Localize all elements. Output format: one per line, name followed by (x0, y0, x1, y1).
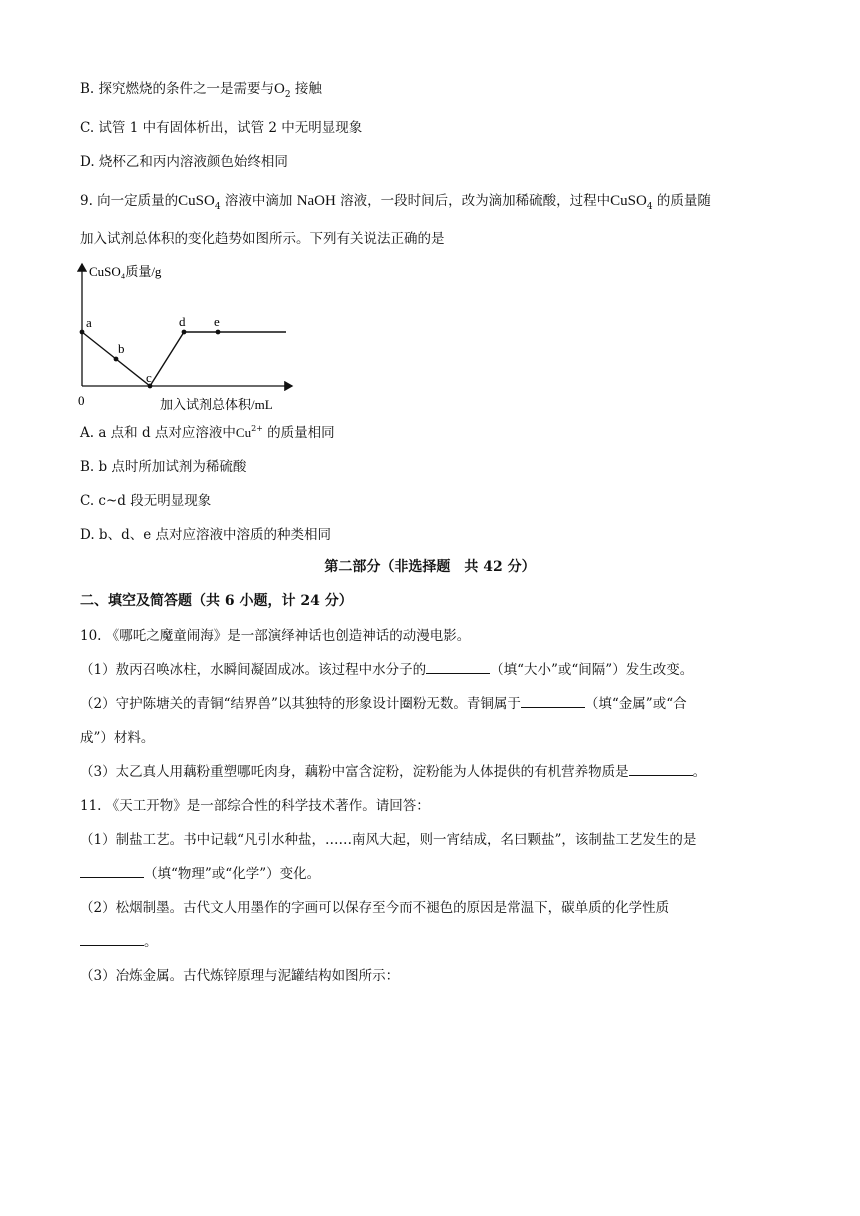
cuso4-subscript-1: 4 (214, 202, 221, 212)
q11-sub1-hint: （填“物理”或“化学”）变化。 (144, 866, 321, 882)
q10-sub1-text: （1）敖丙召唤冰柱，水瞬间凝固成冰。该过程中水分子的 (80, 662, 427, 678)
data-point-d (182, 330, 187, 335)
cu-ion: Cu (235, 425, 252, 440)
q8-option-b-after: 接触 (290, 81, 322, 97)
q10-sub2-hint: （填“金属”或“合 (584, 696, 687, 712)
q8-option-c: C. 试管 1 中有固体析出，试管 2 中无明显现象 (80, 120, 363, 136)
q11-sub2-end: 。 (144, 934, 158, 950)
q11-sub2: （2）松烟制墨。古代文人用墨作的字画可以保存至今而不褪色的原因是常温下，碳单质的化学性质 (80, 900, 670, 916)
q10-sub2-text: （2）守护陈塘关的青铜“结界兽”以其独特的形象设计圈粉无数。青铜属于 (80, 696, 521, 712)
naoh-formula: NaOH (296, 193, 336, 209)
q10-sub3-text: （3）太乙真人用藕粉重塑哪吒肉身，藕粉中富含淀粉，淀粉能为人体提供的有机营养物质是 (80, 764, 629, 780)
q9-option-c: C. c~d 段无明显现象 (80, 493, 212, 509)
section2-title: 二、填空及简答题（共 6 小题，计 24 分） (80, 593, 353, 609)
q8-option-b (80, 80, 322, 100)
q8-option-b-text: B. 探究燃烧的条件之一是需要与 (80, 81, 275, 97)
q9-text-4: 的质量随 (652, 193, 711, 209)
answer-blank[interactable] (80, 865, 144, 878)
q9-option-d: D. b、d、e 点对应溶液中溶质的种类相同 (80, 527, 331, 543)
cuso4-formula-1: CuSO (178, 193, 215, 209)
data-point-b (114, 357, 119, 362)
point-label-e: e (214, 314, 220, 329)
q9-option-a-text: A. a 点和 d 点对应溶液中 (80, 425, 236, 441)
q11-sub1: （1）制盐工艺。书中记载“凡引水种盐，……南风大起，则一宵结成，名曰颗盐”，该制盐工艺发生的是 (80, 832, 697, 848)
q9-option-a (80, 424, 335, 444)
cuso4-subscript-2: 4 (646, 202, 653, 212)
o2-formula: O (274, 81, 285, 97)
data-point-e (216, 330, 221, 335)
x-axis-label: 加入试剂总体积/mL (160, 397, 273, 412)
o2-subscript: 2 (284, 90, 291, 100)
q8-option-d: D. 烧杯乙和丙内溶液颜色始终相同 (80, 154, 288, 170)
q9-text-1: 9. 向一定质量的 (80, 193, 179, 209)
q9-stem-line1 (80, 192, 711, 212)
answer-blank[interactable] (426, 661, 490, 674)
q10-sub2-cont: 成”）材料。 (80, 730, 155, 746)
q9-text-2: 溶液中滴加 (220, 193, 297, 209)
q9-option-b: B. b 点时所加试剂为稀硫酸 (80, 459, 247, 475)
q11-stem: 11. 《天工开物》是一部综合性的科学技术著作。请回答： (80, 798, 430, 814)
q9-stem-line2: 加入试剂总体积的变化趋势如图所示。下列有关说法正确的是 (80, 231, 445, 247)
series-line (82, 332, 286, 386)
cu-ion-charge: 2+ (251, 424, 263, 433)
cuso4-formula-2: CuSO (610, 193, 647, 209)
point-label-d: d (179, 314, 186, 329)
q9-text-3: 溶液，一段时间后，改为滴加稀硫酸，过程中 (335, 193, 611, 209)
answer-blank[interactable] (629, 763, 693, 776)
y-axis-label: CuSO₄质量/g (89, 264, 162, 279)
q9-option-a-after: 的质量相同 (262, 425, 335, 441)
q10-sub3-end: 。 (692, 764, 707, 780)
q11-sub2-cont (80, 933, 158, 951)
q11-sub3: （3）冶炼金属。古代炼锌原理与泥罐结构如图所示： (80, 968, 400, 984)
cuso4-mass-chart (70, 258, 310, 416)
q10-stem: 10. 《哪吒之魔童闹海》是一部演绎神话也创造神话的动漫电影。 (80, 628, 471, 644)
q10-sub3 (80, 763, 706, 781)
point-label-b: b (118, 341, 125, 356)
origin-label: 0 (78, 393, 85, 408)
answer-blank[interactable] (521, 695, 585, 708)
data-point-a (80, 330, 85, 335)
answer-blank[interactable] (80, 933, 144, 946)
q10-sub1 (80, 661, 693, 679)
point-label-a: a (86, 315, 92, 330)
point-label-c: c (146, 370, 152, 385)
part2-title: 第二部分（非选择题 共 42 分） (324, 559, 536, 575)
q11-sub1-cont (80, 865, 320, 883)
plot-layer (80, 314, 286, 388)
q10-sub1-hint: （填“大小”或“间隔”）发生改变。 (490, 662, 694, 678)
q10-sub2 (80, 695, 687, 713)
